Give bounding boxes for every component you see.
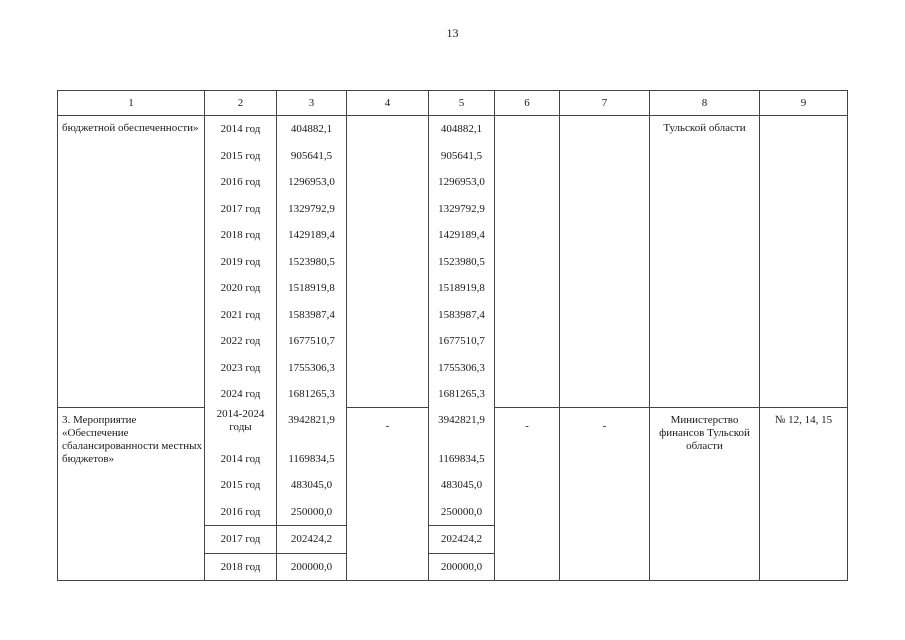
total-cell: 1677510,7: [277, 328, 347, 355]
column-header: 1: [58, 91, 205, 116]
column-header: 7: [560, 91, 650, 116]
year-cell: 2020 год: [205, 275, 277, 302]
year-cell: 2016 год: [205, 169, 277, 196]
executor-cell: Тульской области: [650, 116, 760, 408]
regional-cell: 483045,0: [429, 472, 495, 499]
regional-cell: 1755306,3: [429, 355, 495, 382]
year-cell: 2014 год: [205, 446, 277, 473]
regional-cell: 404882,1: [429, 116, 495, 143]
year-cell: 2024 год: [205, 381, 277, 408]
regional-cell: 1681265,3: [429, 381, 495, 408]
regional-cell: 200000,0: [429, 553, 495, 581]
regional-cell: 250000,0: [429, 499, 495, 526]
column-header: 9: [760, 91, 848, 116]
total-cell: 250000,0: [277, 499, 347, 526]
regional-cell: 1296953,0: [429, 169, 495, 196]
year-cell: 2016 год: [205, 499, 277, 526]
year-cell: 2017 год: [205, 526, 277, 554]
page-number: 13: [446, 26, 459, 40]
column-header: 6: [495, 91, 560, 116]
total-cell: 3942821,9: [277, 408, 347, 446]
period-cell: 2014-2024 годы: [205, 408, 277, 446]
year-cell: 2018 год: [205, 553, 277, 581]
year-cell: 2021 год: [205, 302, 277, 329]
year-cell: 2017 год: [205, 196, 277, 223]
year-cell: 2015 год: [205, 143, 277, 170]
total-cell: 202424,2: [277, 526, 347, 554]
total-cell: 1169834,5: [277, 446, 347, 473]
measure-name: 3. Мероприятие «Обеспечение сбалансированности местных бюджетов»: [58, 408, 205, 581]
measure-name: бюджетной обеспеченности»: [58, 116, 205, 408]
year-cell: 2023 год: [205, 355, 277, 382]
table-row: [58, 408, 848, 446]
column-header: 3: [277, 91, 347, 116]
regional-cell: 1583987,4: [429, 302, 495, 329]
regional-cell: 1429189,4: [429, 222, 495, 249]
total-cell: 1518919,8: [277, 275, 347, 302]
other-dash: -: [602, 420, 607, 432]
year-cell: 2018 год: [205, 222, 277, 249]
total-cell: 1523980,5: [277, 249, 347, 276]
other-cell: [560, 116, 650, 408]
total-cell: 200000,0: [277, 553, 347, 581]
column-header: 5: [429, 91, 495, 116]
column-header: 8: [650, 91, 760, 116]
budget-table: [57, 90, 848, 581]
column-header: 4: [347, 91, 429, 116]
total-cell: 1429189,4: [277, 222, 347, 249]
federal-cell: [347, 116, 429, 408]
total-cell: 483045,0: [277, 472, 347, 499]
total-cell: 1681265,3: [277, 381, 347, 408]
regional-cell: 202424,2: [429, 526, 495, 554]
year-cell: 2022 год: [205, 328, 277, 355]
total-cell: 1755306,3: [277, 355, 347, 382]
federal-dash: -: [385, 420, 390, 432]
regional-cell: 905641,5: [429, 143, 495, 170]
column-header: 2: [205, 91, 277, 116]
year-cell: 2019 год: [205, 249, 277, 276]
regional-cell: 3942821,9: [429, 408, 495, 446]
column-number-row: [58, 91, 848, 116]
indicator-cell: № 12, 14, 15: [760, 408, 848, 581]
year-cell: 2015 год: [205, 472, 277, 499]
executor-cell: Министерство финансов Тульской области: [650, 408, 760, 581]
regional-cell: 1169834,5: [429, 446, 495, 473]
total-cell: 404882,1: [277, 116, 347, 143]
regional-cell: 1518919,8: [429, 275, 495, 302]
regional-cell: 1523980,5: [429, 249, 495, 276]
indicator-cell: [760, 116, 848, 408]
total-cell: 1583987,4: [277, 302, 347, 329]
total-cell: 905641,5: [277, 143, 347, 170]
regional-cell: 1329792,9: [429, 196, 495, 223]
local-dash: -: [525, 420, 529, 432]
total-cell: 1296953,0: [277, 169, 347, 196]
total-cell: 1329792,9: [277, 196, 347, 223]
local-cell: [495, 116, 560, 408]
table-row: [58, 116, 848, 143]
year-cell: 2014 год: [205, 116, 277, 143]
regional-cell: 1677510,7: [429, 328, 495, 355]
